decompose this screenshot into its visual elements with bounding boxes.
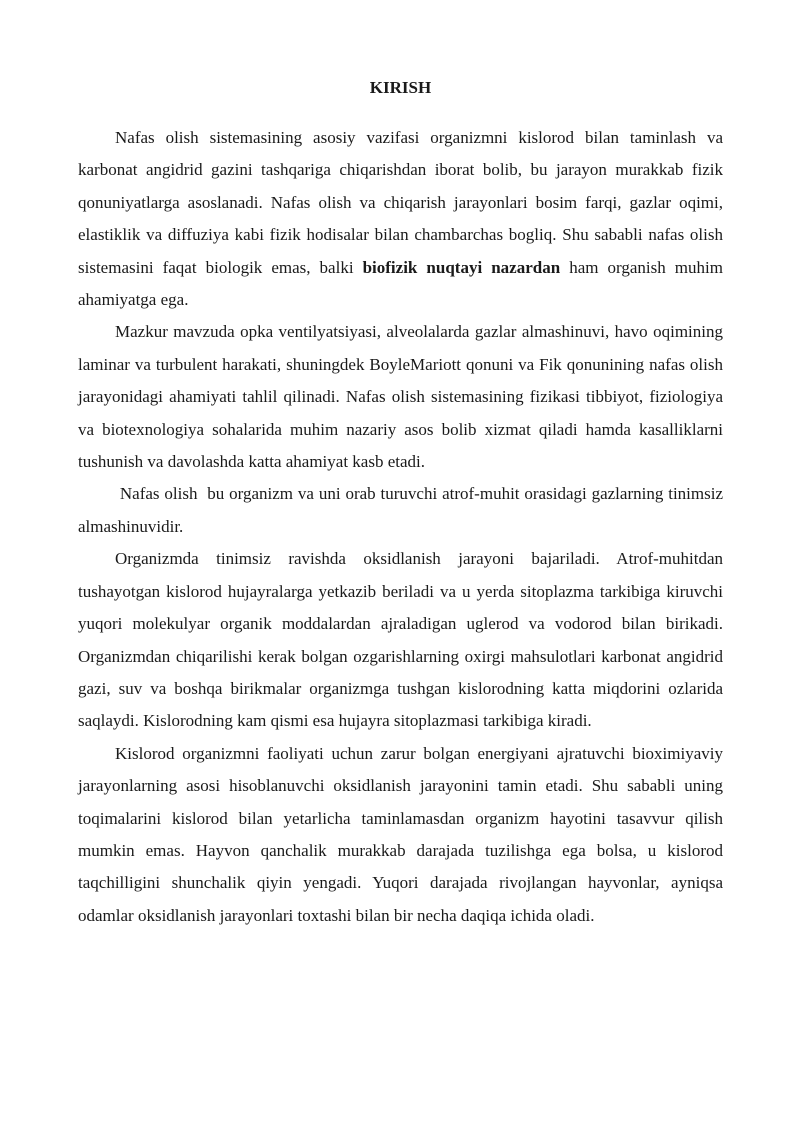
paragraph-3: Nafas olish bu organizm va uni orab turuvchi atrof-muhit orasidagi gazlarning tinimsiz almashinuvidir. [78, 484, 728, 536]
document-page [78, 74, 728, 932]
paragraph-2: Mazkur mavzuda opka ventilyatsiyasi, alveolalarda gazlar almashinuvi, havo oqimining laminar va turbulent harakati, shuningdek BoyleMariott qonuni va Fik qonunining nafas olish jarayonidagi ahamiyati tahlil qilinadi. Nafas olish sistemasining fizikasi tibbiyot, fiziologiya va biotexnologiya sohalarida muhim nazariy asos bolib xizmat qiladi hamda kasalliklarni tushunish va davolashda katta ahamiyat kasb etadi. [78, 322, 723, 472]
paragraph-5: Kislorod organizmni faoliyati uchun zarur bolgan energiyani ajratuvchi bioximiyaviy jarayonlarning asosi hisoblanuvchi oksidlanish jarayonini tamin etadi. Shu sababli uning toqimalarini kislorod bilan yetarlicha taminlamasdan organizm hayotini tasavvur qilish mumkin emas. Hayvon qanchalik murakkab darajada tuzilishga ega bolsa, u kislorod taqchilligini shunchalik qiyin yengadi. Yuqori darajada rivojlangan hayvonlar, ayniqsa odamlar oksidlanish jarayonlari toxtashi bilan bir necha daqiqa ichida oladi. [78, 743, 723, 925]
paragraph-1-bold-text: biofizik nuqtayi nazardan [362, 257, 561, 277]
paragraph-1-text-a: Nafas olish sistemasining asosiy vazifasi organizmni kislorod bilan taminlash va karbonat angidrid gazini tashqariga chiqarishdan iborat bolib, bu jarayon murakkab fizik qonuniyatlarga asoslanadi. Nafas olish va chiqarish jarayonlari bosim farqi, gazlar oqimi, elastiklik va diffuziya kabi fizik hodisalar bilan chambarchas bogliq. Shu sababli nafas olish sistemasini faqat biologik emas, balki [78, 128, 723, 277]
paragraph-4: Organizmda tinimsiz ravishda oksidlanish jarayoni bajariladi. Atrof-muhitdan tushayotgan kislorod hujayralarga yetkazib beriladi va u yerda sitoplazma tarkibiga kiruvchi yuqori molekulyar organik moddalardan ajraladigan uglerod va vodorod bilan birikadi. Organizmdan chiqarilishi kerak bolgan ozgarishlarning oxirgi mahsulotlari karbonat angidrid gazi, suv va boshqa birikmalar organizmga tushgan kislorodning katta miqdorini ozlarida saqlaydi. Kislorodning kam qismi esa hujayra sitoplazmasi tarkibiga kiradi. [78, 549, 723, 731]
paragraph-1 [78, 122, 723, 316]
paragraph-1-text-b: ham organish muhim ahamiyatga ega. [78, 257, 723, 310]
page-title: KIRISH [369, 78, 432, 97]
